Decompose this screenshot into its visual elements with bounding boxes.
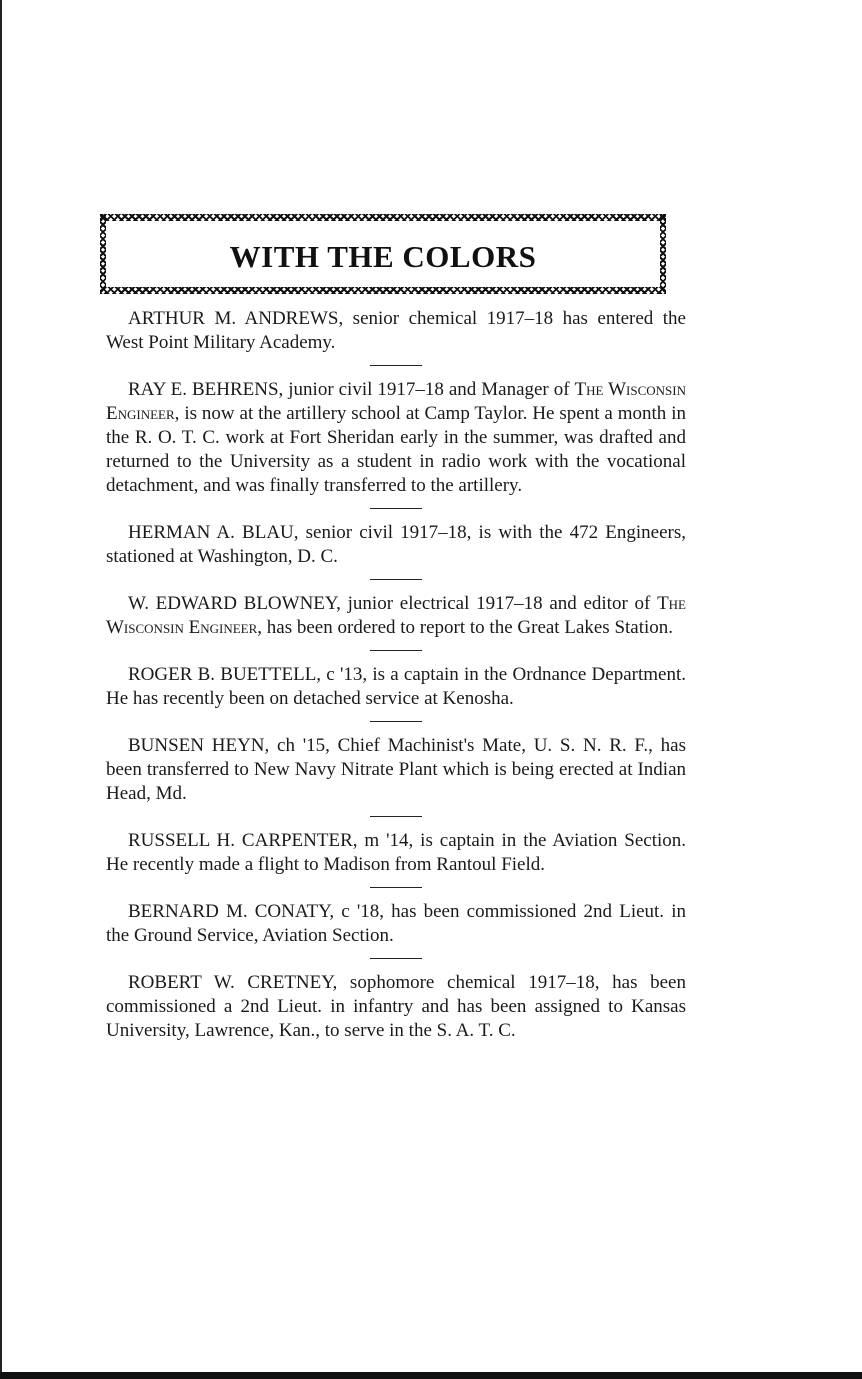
section-title: WITH THE COLORS xyxy=(229,239,537,274)
entry-cretney: ROBERT W. CRETNEY, sophomore chemical 1917–18, has been commissioned a 2nd Lieut. in infantry and has been assigned to Kansas University, Lawrence, Kan., to serve in the S. A. T. C. xyxy=(106,972,686,1041)
entry-buettell: ROGER B. BUETTELL, c '13, is a captain in the Ordnance Department. He has recently been on detached service at Kenosha. xyxy=(106,664,686,709)
scan-bottom-edge xyxy=(0,1372,862,1379)
separator-rule xyxy=(370,365,422,366)
separator-rule xyxy=(370,721,422,722)
separator-rule xyxy=(370,816,422,817)
entries-list xyxy=(106,307,686,1043)
separator-rule xyxy=(370,958,422,959)
entry-text: , has been ordered to report to the Great Lakes Station. xyxy=(257,617,674,638)
entry-behrens xyxy=(106,378,686,498)
scan-left-edge xyxy=(0,0,2,1379)
publication-name: The Wisconsin Engineer xyxy=(106,593,686,638)
entry-text: , is now at the artillery school at Camp Taylor. He spent a month in the R. O. T. C. work at Fort Sheridan early in the summer, was drafted and returned to the University as a student in radio work with the vocational detachment, and was finally transferred to the artillery. xyxy=(106,403,686,496)
entry-andrews: ARTHUR M. ANDREWS, senior chemical 1917–18 has entered the West Point Military Academy. xyxy=(106,308,686,353)
section-header-box xyxy=(100,214,666,294)
separator-rule xyxy=(370,579,422,580)
separator-rule xyxy=(370,650,422,651)
entry-text: RAY E. BEHRENS, junior civil 1917–18 and Manager of xyxy=(128,379,575,400)
decorative-border-bottom xyxy=(100,287,666,294)
separator-rule xyxy=(370,508,422,509)
entry-blowney xyxy=(106,592,686,640)
entry-text: W. EDWARD BLOWNEY, junior electrical 1917–18 and editor of xyxy=(128,593,658,614)
entry-blau: HERMAN A. BLAU, senior civil 1917–18, is with the 472 Engineers, stationed at Washington, D. C. xyxy=(106,522,686,567)
separator-rule xyxy=(370,887,422,888)
publication-name: The Wisconsin Engineer xyxy=(106,379,686,424)
entry-heyn: BUNSEN HEYN, ch '15, Chief Machinist's Mate, U. S. N. R. F., has been transferred to New Navy Nitrate Plant which is being erected at Indian Head, Md. xyxy=(106,735,686,804)
decorative-border-top xyxy=(100,214,666,221)
entry-conaty: BERNARD M. CONATY, c '18, has been commissioned 2nd Lieut. in the Ground Service, Aviation Section. xyxy=(106,901,686,946)
entry-carpenter: RUSSELL H. CARPENTER, m '14, is captain in the Aviation Section. He recently made a flight to Madison from Rantoul Field. xyxy=(106,830,686,875)
